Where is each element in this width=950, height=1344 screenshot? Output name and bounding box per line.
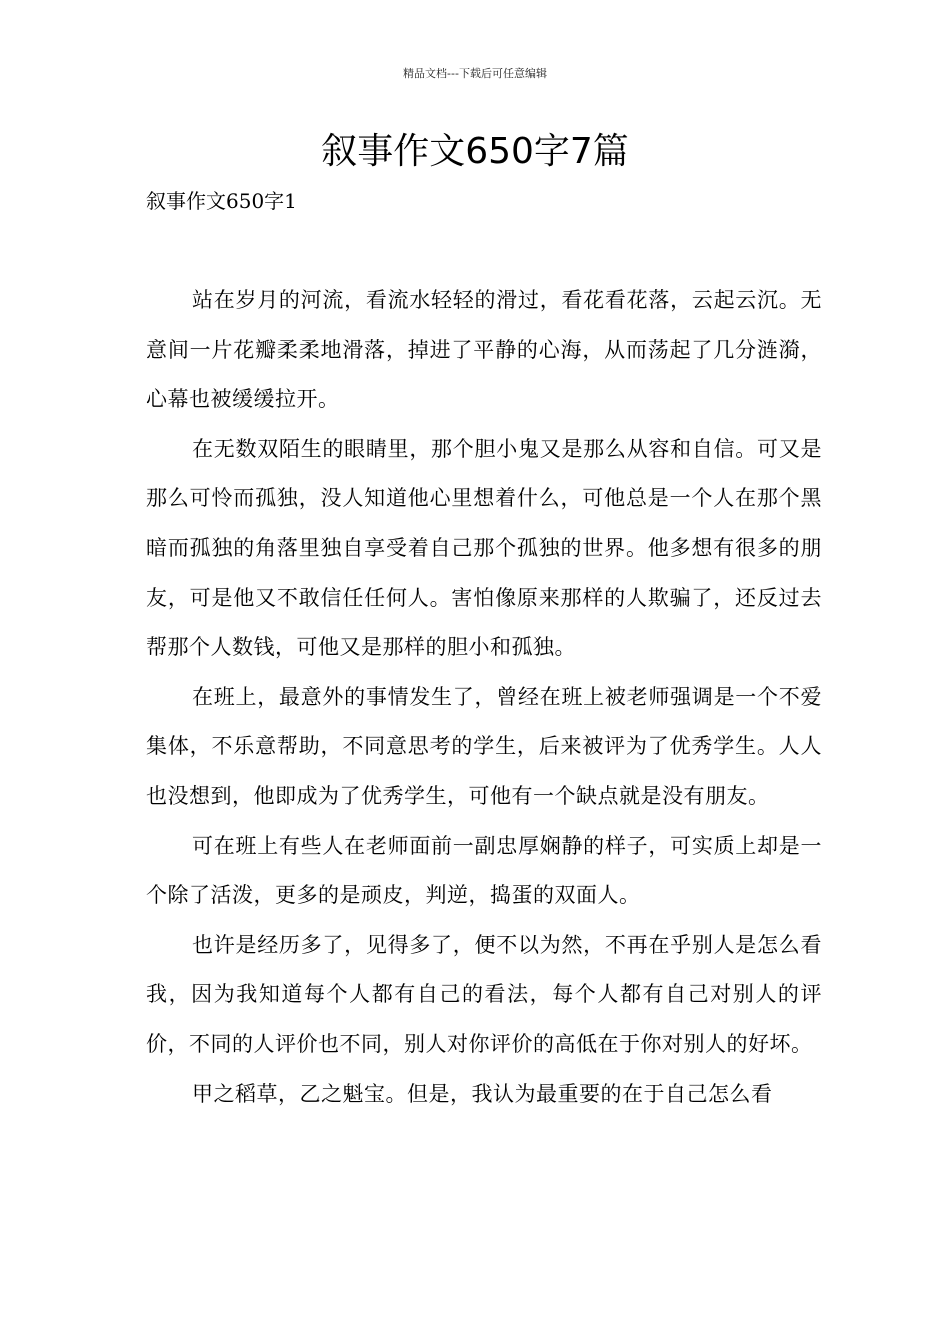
section-heading: 叙事作文650字1 (146, 189, 297, 213)
paragraph: 站在岁月的河流，看流水轻轻的滑过，看花看花落，云起云沉。无意间一片花瓣柔柔地滑落，掉进了平静的心海，从而荡起了几分涟漪，心幕也被缓缓拉开。 (146, 288, 822, 412)
header-watermark: 精品文档---下载后可任意编辑 (403, 67, 547, 80)
paragraph: 在班上，最意外的事情发生了，曾经在班上被老师强调是一个不爱集体，不乐意帮助，不同意思考的学生，后来被评为了优秀学生。人人也没想到，他即成为了优秀学生，可他有一个缺点就是没有朋友。 (146, 684, 822, 808)
document-body (146, 276, 822, 1119)
paragraph: 也许是经历多了，见得多了，便不以为然，不再在乎别人是怎么看我，因为我知道每个人都有自己的看法，每个人都有自己对别人的评价，不同的人评价也不同，别人对你评价的高低在于你对别人的好坏。 (146, 932, 822, 1056)
paragraph: 甲之稻草，乙之魁宝。但是，我认为最重要的在于自己怎么看 (192, 1081, 773, 1106)
paragraph: 可在班上有些人在老师面前一副忠厚娴静的样子，可实质上却是一个除了活泼，更多的是顽皮，判逆，捣蛋的双面人。 (146, 833, 822, 908)
document-title: 叙事作文650字7篇 (321, 131, 629, 172)
paragraph: 在无数双陌生的眼睛里，那个胆小鬼又是那么从容和自信。可又是那么可怜而孤独，没人知道他心里想着什么，可他总是一个人在那个黑暗而孤独的角落里独自享受着自己那个孤独的世界。他多想有很多的朋友，可是他又不敢信任任何人。害怕像原来那样的人欺骗了，还反过去帮那个人数钱，可他又是那样的胆小和孤独。 (146, 436, 822, 660)
